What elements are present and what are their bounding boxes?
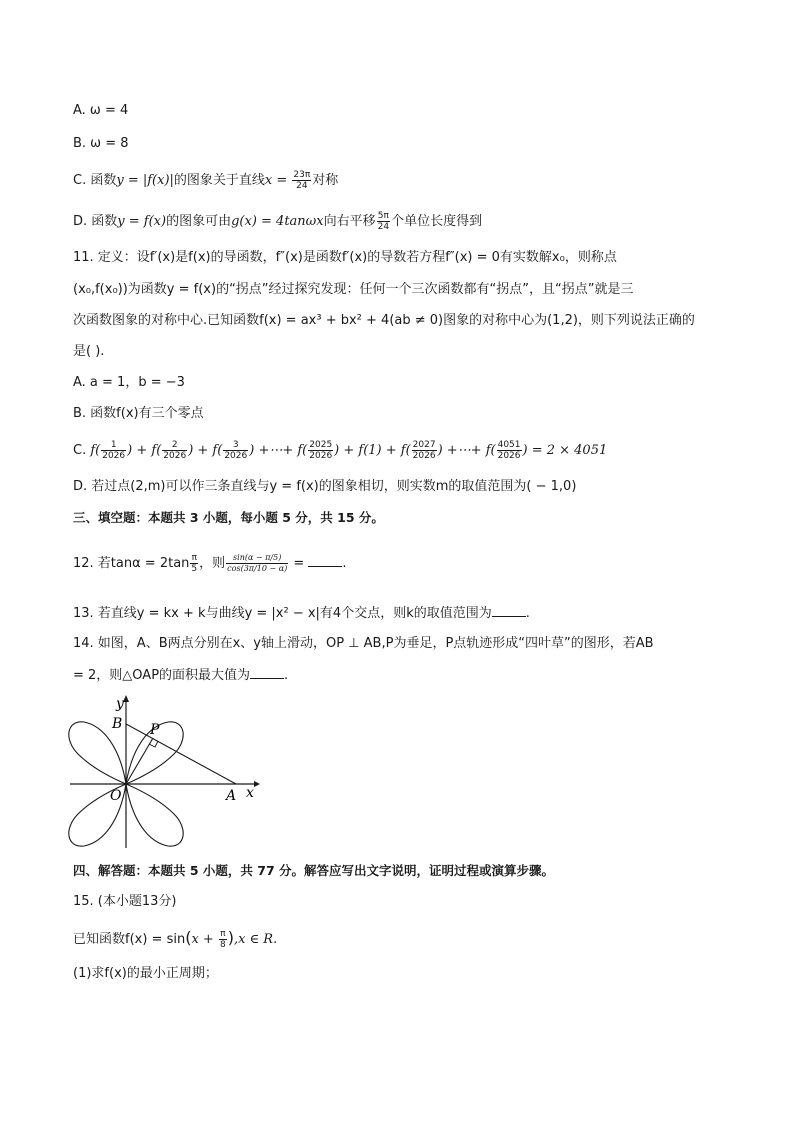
answer-blank <box>492 604 526 617</box>
q15-given: 已知函数f(x) = sin(x + $\frac{\pi}{8}$ ),x ∈ R. <box>73 928 278 950</box>
answer-blank <box>250 666 284 679</box>
fraction: $\frac{\pi}{8}$ <box>219 929 226 950</box>
q14-stem-line-2: = 2，则△OAP的面积最大值为 . <box>73 668 289 683</box>
q15-title: 15. (本小题13分) <box>73 894 177 909</box>
q11-stem-line-1: 11. 定义：设f′(x)是f(x)的导函数，f″(x)是函数f′(x)的导数若方程f″(x) = 0有实数解x₀，则称点 <box>73 250 617 265</box>
x-axis-arrow-icon <box>254 781 260 787</box>
fraction: $\frac{3}{2026}$ <box>224 440 248 461</box>
q10-option-b: B. ω = 8 <box>73 136 129 151</box>
fraction: $\frac{\sin(\alpha - \pi/5)}{\cos(3\pi/10 - \alpha)}$ <box>227 553 288 573</box>
fraction: $\frac{23\pi}{24}$ <box>293 170 311 191</box>
q11-option-c: C. f( $\frac{1}{2026}$ ) + f( $\frac{2}{2026}$ ) + f( $\frac{3}{2026}$ ) +⋯+ f( $\frac{2025}{2026}$ ) + f(1) + f( $\frac{2027}{2026}$ ) +⋯+ f( $\frac{4051}{2026}$ ) = 2 × 4051 <box>73 440 608 461</box>
q11-stem-line-3: 次函数图象的对称中心.已知函数f(x) = ax³ + bx² + 4(ab ≠ 0)图象的对称中心为(1,2)，则下列说法正确的 <box>73 313 695 328</box>
q11-option-b: B. 函数f(x)有三个零点 <box>73 406 204 421</box>
q10-option-c: C. 函数y = |f(x)|的图象关于直线x = $\frac{23\pi}{24}$ 对称 <box>73 170 339 191</box>
fraction: $\frac{\pi}{5}$ <box>191 553 198 574</box>
q10-option-a: A. ω = 4 <box>73 103 129 118</box>
four-leaf-clover-figure <box>68 688 268 852</box>
fraction: $\frac{1}{2026}$ <box>102 440 126 461</box>
q13-stem: 13. 若直线y = kx + k与曲线y = |x² − x|有4个交点，则k的取值范围为 . <box>73 606 530 621</box>
q15-part-1: (1)求f(x)的最小正周期； <box>73 966 218 981</box>
segment-ab <box>126 724 236 784</box>
label-o: O <box>110 788 122 804</box>
label-b: B <box>112 716 123 732</box>
fraction: $\frac{4051}{2026}$ <box>497 440 521 461</box>
q11-stem-line-4: 是( ). <box>73 344 105 359</box>
label-x: x <box>246 785 254 801</box>
clover-leaf-bottom-right <box>126 784 183 846</box>
q10-option-d: D. 函数y = f(x)的图象可由g(x) = 4tanωx向右平移 $\frac{5\pi}{24}$ 个单位长度得到 <box>73 211 483 232</box>
label-a: A <box>226 788 237 804</box>
fraction: $\frac{2025}{2026}$ <box>309 440 333 461</box>
label-p: P <box>150 722 160 738</box>
fraction: $\frac{2}{2026}$ <box>163 440 187 461</box>
fraction: $\frac{2027}{2026}$ <box>412 440 436 461</box>
fraction: $\frac{5\pi}{24}$ <box>377 211 390 232</box>
q14-stem-line-1: 14. 如图，A、B两点分别在x、y轴上滑动，OP ⊥ AB,P为垂足，P点轨迹形成“四叶草”的图形，若AB <box>73 636 654 651</box>
section-4-heading: 四、解答题：本题共 5 小题，共 77 分。解答应写出文字说明，证明过程或演算步骤。 <box>73 863 555 878</box>
answer-blank <box>308 554 342 567</box>
q11-stem-line-2: (x₀,f(x₀))为函数y = f(x)的“拐点”经过探究发现：任何一个三次函数都有“拐点”，且“拐点”就是三 <box>73 282 634 297</box>
q11-option-a: A. a = 1，b = −3 <box>73 375 185 390</box>
q12-stem: 12. 若tanα = 2tan $\frac{\pi}{5}$ ，则 $\frac{\sin(\alpha - \pi/5)}{\cos(3\pi/10 - \alpha)}$ = . <box>73 553 347 574</box>
q11-option-d: D. 若过点(2,m)可以作三条直线与y = f(x)的图象相切，则实数m的取值范围为( − 1,0) <box>73 479 577 494</box>
section-3-heading: 三、填空题：本题共 3 小题，每小题 5 分，共 15 分。 <box>73 510 384 525</box>
label-y: y <box>116 696 124 712</box>
